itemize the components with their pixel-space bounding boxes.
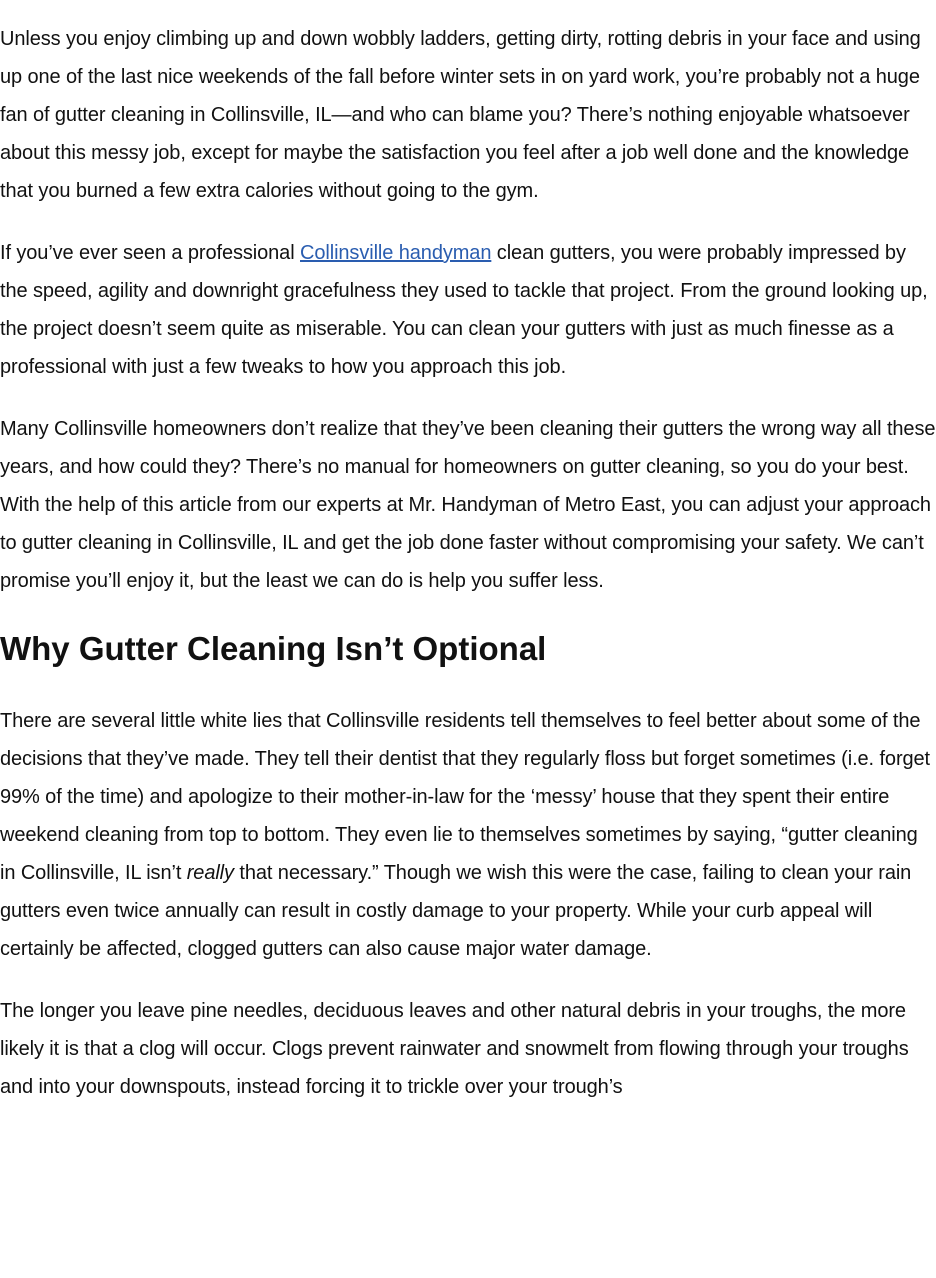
paragraph-white-lies — [0, 702, 936, 968]
paragraph-text: that necessary.” Though we wish this were the case, failing to clean your rain gutters even twice annually can result in costly damage to your property. While your curb appeal will certainly be affected, clogged gutters can also cause major water damage. — [0, 862, 912, 960]
paragraph-handyman — [0, 234, 936, 386]
emphasis-text: really — [186, 862, 234, 884]
paragraph-homeowners: Many Collinsville homeowners don’t realize that they’ve been cleaning their gutters the wrong way all these years, and how could they? There’s no manual for homeowners on gutter cleaning, so you do your best. With the help of this article from our experts at Mr. Handyman of Metro East, you can adjust your approach to gutter cleaning in Collinsville, IL and get the job done faster without compromising your safety. We can’t promise you’ll enjoy it, but the least we can do is help you suffer less. — [0, 418, 936, 592]
paragraph-text: If you’ve ever seen a professional — [0, 242, 301, 264]
paragraph-intro: Unless you enjoy climbing up and down wobbly ladders, getting dirty, rotting debris in your face and using up one of the last nice weekends of the fall before winter sets in on yard work, you’re probably not a huge fan of gutter cleaning in Collinsville, IL—and who can blame you? There’s nothing enjoyable whatsoever about this messy job, except for maybe the satisfaction you feel after a job well done and the knowledge that you burned a few extra calories without going to the gym. — [0, 28, 921, 202]
section-heading: Why Gutter Cleaning Isn’t Optional — [0, 630, 547, 667]
paragraph-debris: The longer you leave pine needles, deciduous leaves and other natural debris in your troughs, the more likely it is that a clog will occur. Clogs prevent rainwater and snowmelt from flowing through your troughs and into your downspouts, instead forcing it to trickle over your trough’s — [0, 1000, 909, 1098]
paragraph-text: There are several little white lies that Collinsville residents tell themselves to feel better about some of the decisions that they’ve made. They tell their dentist that they regularly floss but forget sometimes (i.e. forget 99% of the time) and apologize to their mother-in-law for the ‘messy’ house that they spent their entire weekend cleaning from top to bottom. They even lie to themselves sometimes by saying, “gutter cleaning in Collinsville, IL isn’t — [0, 710, 931, 884]
paragraph-text: clean gutters, you were probably impressed by the speed, agility and downright gracefulness they used to tackle that project. From the ground looking up, the project doesn’t seem quite as miserable. You can clean your gutters with just as much finesse as a professional with just a few tweaks to how you approach this job. — [0, 242, 928, 378]
collinsville-handyman-link[interactable]: Collinsville handyman — [300, 242, 492, 264]
